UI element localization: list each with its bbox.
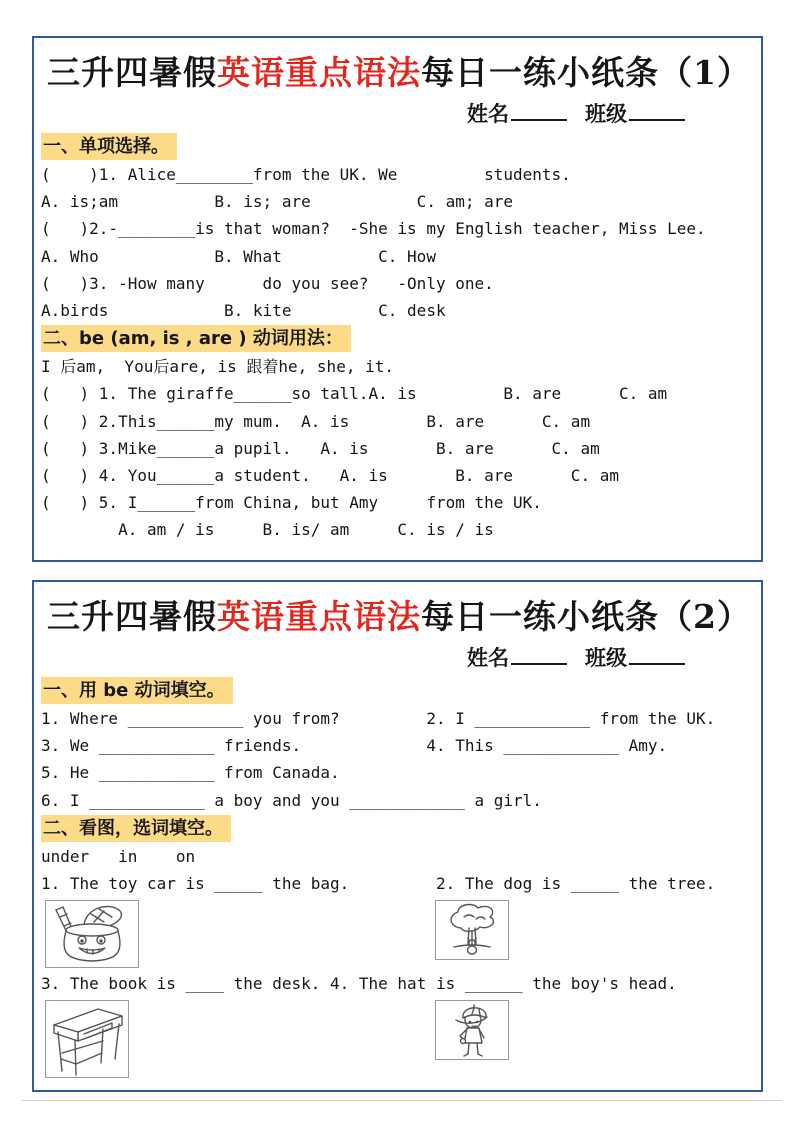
worksheet-2 [32, 580, 763, 1092]
exercise-line: ( )3. -How many do you see? -Only one. [41, 273, 494, 293]
name-blank [511, 99, 567, 121]
exercise-line: ( ) 3.Mike______a pupil. A. is B. are C. am [41, 438, 600, 458]
page-edge-line [22, 1100, 782, 1101]
exercise-line: ( ) 4. You______a student. A. is B. are C. am [41, 466, 619, 486]
section-1-header: 一、用 be 动词填空。 [41, 677, 233, 704]
word-bank-line: under in on [41, 846, 196, 866]
schoolbag-image [45, 900, 139, 968]
image-row-1 [45, 900, 757, 968]
name-class-line [41, 98, 757, 132]
title-part-black: 三升四暑假 [47, 597, 218, 636]
question-line: 3. The book is ____ the desk. 4. The hat is ______ the boy's head. [41, 974, 677, 994]
worksheet-1-title [41, 50, 757, 96]
title-part-red: 英语重点语法 [217, 597, 422, 636]
exercise-line: A. Who B. What C. How [41, 246, 436, 266]
title-part-black2: 每日一练小纸条（1） [421, 53, 751, 92]
fill-blank-line: 3. We ____________ friends. 4. This ____________ Amy. [41, 736, 668, 756]
exercise-line: ( )2.-________is that woman? -She is my English teacher, Miss Lee. [41, 219, 706, 239]
name-class-line [41, 642, 757, 676]
exercise-line: ( )1. Alice________from the UK. We students. [41, 165, 571, 184]
exercise-line: ( ) 1. The giraffe______so tall.A. is B. are C. am [41, 384, 668, 404]
name-blank [511, 643, 567, 665]
name-label: 姓名 [467, 645, 509, 670]
title-part-black2: 每日一练小纸条（2） [421, 597, 751, 636]
section-1-header: 一、单项选择。 [41, 133, 177, 160]
boy-cap-image [435, 1000, 509, 1060]
worksheet-2-title [41, 594, 757, 640]
fill-blank-line: 5. He ____________ from Canada. [41, 763, 340, 783]
exercise-line: A. am / is B. is/ am C. is / is [41, 520, 494, 540]
name-label: 姓名 [467, 101, 509, 126]
class-blank [629, 643, 685, 665]
class-label: 班级 [585, 101, 627, 126]
worksheet-1 [32, 36, 763, 562]
fill-blank-line: 1. Where ____________ you from? 2. I ____________ from the UK. [41, 709, 716, 728]
section-2-header: 二、看图，选词填空。 [41, 815, 231, 842]
question-line: 1. The toy car is _____ the bag. 2. The dog is _____ the tree. [41, 874, 716, 894]
title-part-red: 英语重点语法 [217, 53, 422, 92]
tree-dog-image [435, 900, 509, 960]
fill-blank-line: 6. I ____________ a boy and you ____________ a girl. [41, 790, 542, 810]
class-label: 班级 [585, 645, 627, 670]
image-row-2 [45, 1000, 757, 1078]
title-part-black: 三升四暑假 [47, 53, 218, 92]
exercise-line: ( ) 2.This______my mum. A. is B. are C. am [41, 411, 591, 431]
section-2-header: 二、be (am, is , are ) 动词用法： [41, 325, 351, 352]
exercise-line: A.birds B. kite C. desk [41, 301, 446, 321]
grammar-note-line: I 后am, You后are, is 跟着he, she, it. [41, 357, 394, 377]
class-blank [629, 99, 685, 121]
desk-image [45, 1000, 129, 1078]
exercise-line: A. is;am B. is; are C. am; are [41, 192, 514, 212]
exercise-line: ( ) 5. I______from China, but Amy from the UK. [41, 493, 542, 513]
